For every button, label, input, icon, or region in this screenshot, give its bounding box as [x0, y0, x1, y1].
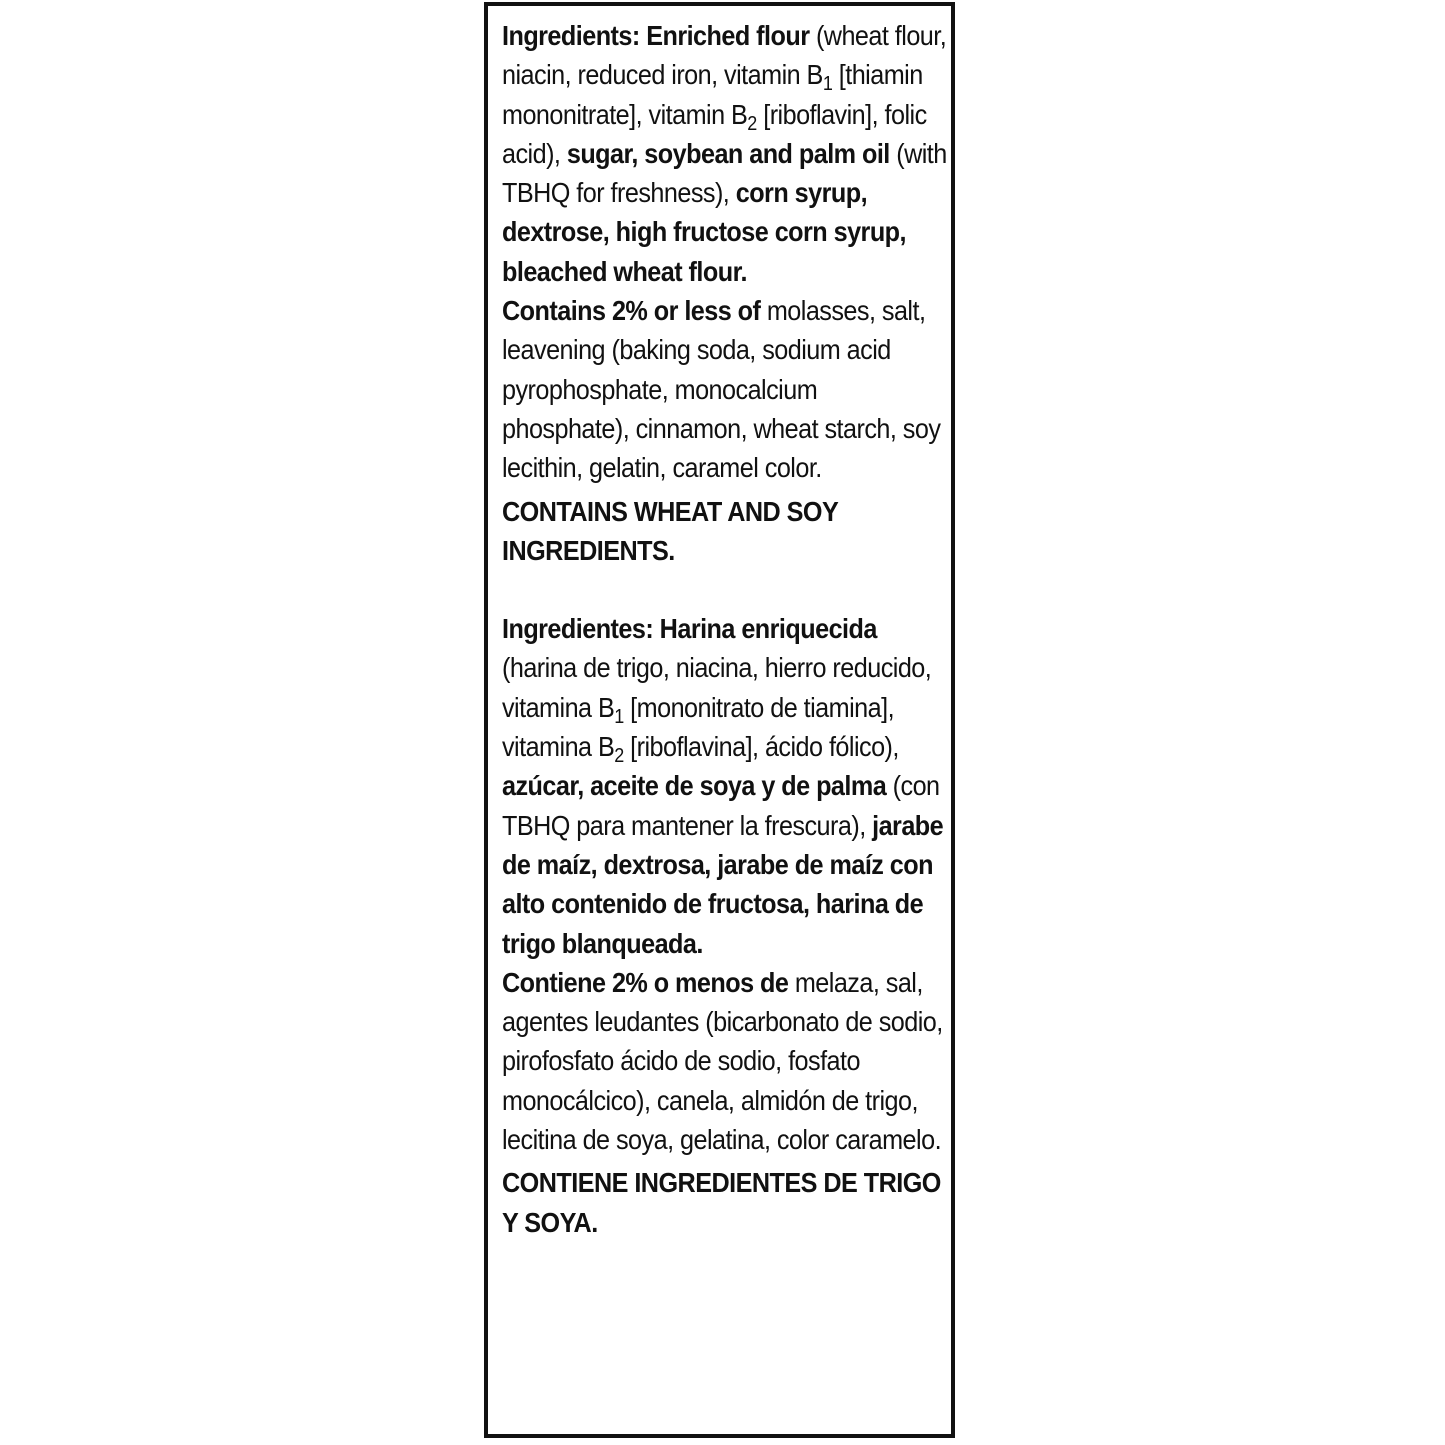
english-contains-minor: Contains 2% or less of molasses, salt, leavening (baking soda, sodium acid pyrophosphate, monocalcium phosphate), cinnamon, wheat starch, soy lecithin, gelatin, caramel color. [502, 295, 941, 484]
english-allergen-statement: CONTAINS WHEAT AND SOY INGREDIENTS. [502, 495, 838, 566]
english-ingredients: Ingredients: Enriched flour (wheat flour, niacin, reduced iron, vitamin $B_1$ [thiamin mononitrate], vitamin $B_2$ [riboflavin], folic acid), sugar, soybean and palm oil (with TBHQ for freshness), corn syrup, dextrose, high fructose corn syrup, bleached wheat flour. [502, 20, 947, 287]
spanish-contains-minor: Contiene 2% o menos de melaza, sal, agentes leudantes (bicarbonato de sodio, pirofosfato ácido de sodio, fosfato monocálcico), canela, almidón de trigo, lecitina de soya, gelatina, color caramelo. [502, 966, 943, 1156]
ingredients-heading: Ingredients: [502, 20, 640, 51]
ingredients-text-block [502, 16, 950, 1242]
language-spacer [502, 570, 950, 609]
spanish-allergen-statement: CONTIENE INGREDIENTES DE TRIGO Y SOYA. [502, 1167, 941, 1238]
ingredientes-heading: Ingredientes: [502, 613, 654, 645]
ingredients-label-panel [484, 2, 955, 1438]
spanish-ingredients: Ingredientes: Harina enriquecida (harina de trigo, niacina, hierro reducido, vitamina $B_1$ [mononitrato de tiamina], vitamina $B_2$ [riboflavina], ácido fólico), azúcar, aceite de soya y de palma (con TBHQ para mantener la frescura), jarabe de maíz, dextrosa, jarabe de maíz con alto contenido de fructosa, harina de trigo blanqueada. [502, 613, 944, 959]
